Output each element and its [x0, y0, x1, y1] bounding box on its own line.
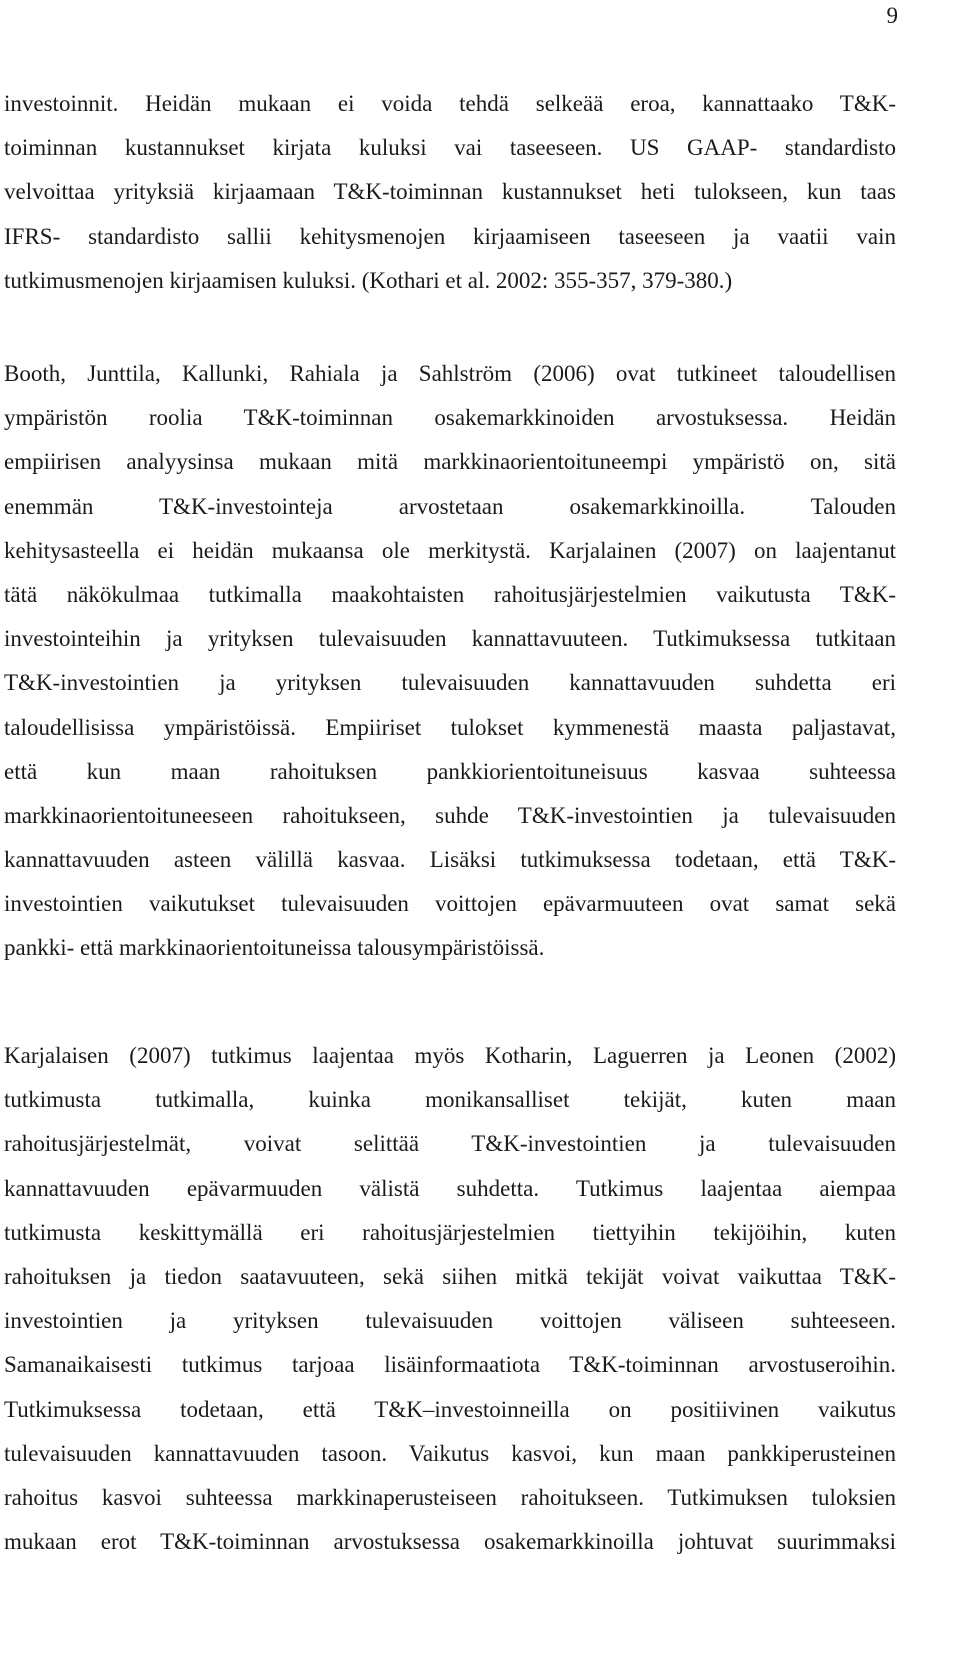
- text-line: rahoitusjärjestelmät, voivat selittää T&K-investointien ja tulevaisuuden: [4, 1131, 896, 1157]
- text-line: taloudellisissa ympäristöissä. Empiiriset tulokset kymmenestä maasta paljastavat,: [4, 714, 896, 740]
- text-line: tulevaisuuden kannattavuuden tasoon. Vaikutus kasvoi, kun maan pankkiperusteinen: [4, 1440, 896, 1466]
- text-line: investointeihin ja yrityksen tulevaisuuden kannattavuuteen. Tutkimuksessa tutkitaan: [4, 626, 896, 652]
- text-line: investointien vaikutukset tulevaisuuden voittojen epävarmuuteen ovat samat sekä: [4, 891, 896, 917]
- page-number: 9: [886, 3, 898, 28]
- text-line: empiirisen analyysinsa mukaan mitä markkinaorientoituneempi ympäristö on, sitä: [4, 449, 896, 475]
- text-line: kannattavuuden asteen välillä kasvaa. Lisäksi tutkimuksessa todetaan, että T&K-: [4, 847, 896, 873]
- text-line: tätä näkökulmaa tutkimalla maakohtaisten rahoitusjärjestelmien vaikutusta T&K-: [4, 581, 896, 607]
- text-line: toiminnan kustannukset kirjata kuluksi vai taseeseen. US GAAP- standardisto: [4, 135, 896, 161]
- paragraph-3: [4, 1034, 896, 1564]
- text-line: ympäristön roolia T&K-toiminnan osakemarkkinoiden arvostuksessa. Heidän: [4, 405, 896, 431]
- text-line: rahoituksen ja tiedon saatavuuteen, sekä siihen mitkä tekijät voivat vaikuttaa T&K-: [4, 1263, 896, 1289]
- paragraph-2: [4, 352, 896, 971]
- text-line: kehitysasteella ei heidän mukaansa ole merkitystä. Karjalainen (2007) on laajentanut: [4, 537, 896, 563]
- text-line: Karjalaisen (2007) tutkimus laajentaa myös Kotharin, Laguerren ja Leonen (2002): [4, 1043, 896, 1068]
- text-line: Tutkimuksessa todetaan, että T&K–investoinneilla on positiivinen vaikutus: [4, 1396, 896, 1422]
- text-line: markkinaorientoituneeseen rahoitukseen, suhde T&K-investointien ja tulevaisuuden: [4, 802, 896, 828]
- text-line: tutkimusmenojen kirjaamisen kuluksi. (Kothari et al. 2002: 355-357, 379-380.): [4, 267, 733, 293]
- text-line: investointien ja yrityksen tulevaisuuden voittojen väliseen suhteeseen.: [4, 1308, 896, 1334]
- text-line: T&K-investointien ja yrityksen tulevaisuuden kannattavuuden suhdetta eri: [4, 670, 896, 696]
- text-line: mukaan erot T&K-toiminnan arvostuksessa osakemarkkinoilla johtuvat suurimmaksi: [4, 1529, 896, 1555]
- text-line: että kun maan rahoituksen pankkiorientoituneisuus kasvaa suhteessa: [4, 758, 896, 784]
- text-line: tutkimusta tutkimalla, kuinka monikansalliset tekijät, kuten maan: [4, 1087, 896, 1113]
- text-line: rahoitus kasvoi suhteessa markkinaperusteiseen rahoitukseen. Tutkimuksen tuloksien: [4, 1484, 896, 1510]
- text-line: kannattavuuden epävarmuuden välistä suhdetta. Tutkimus laajentaa aiempaa: [4, 1175, 896, 1201]
- text-line: IFRS- standardisto sallii kehitysmenojen kirjaamiseen taseeseen ja vaatii vain: [4, 223, 896, 249]
- text-line: investoinnit. Heidän mukaan ei voida tehdä selkeää eroa, kannattaako T&K-: [4, 91, 896, 116]
- text-line: Booth, Junttila, Kallunki, Rahiala ja Sahlström (2006) ovat tutkineet taloudellisen: [4, 361, 896, 386]
- text-line: Samanaikaisesti tutkimus tarjoaa lisäinformaatiota T&K-toiminnan arvostuseroihin.: [4, 1352, 896, 1378]
- text-line: pankki- että markkinaorientoituneissa talousympäristöissä.: [4, 935, 545, 961]
- text-line: tutkimusta keskittymällä eri rahoitusjärjestelmien tiettyihin tekijöihin, kuten: [4, 1219, 896, 1245]
- text-line: velvoittaa yrityksiä kirjaamaan T&K-toiminnan kustannukset heti tulokseen, kun taas: [4, 179, 896, 205]
- text-line: enemmän T&K-investointeja arvostetaan osakemarkkinoilla. Talouden: [4, 493, 896, 519]
- paragraph-1: [4, 82, 896, 303]
